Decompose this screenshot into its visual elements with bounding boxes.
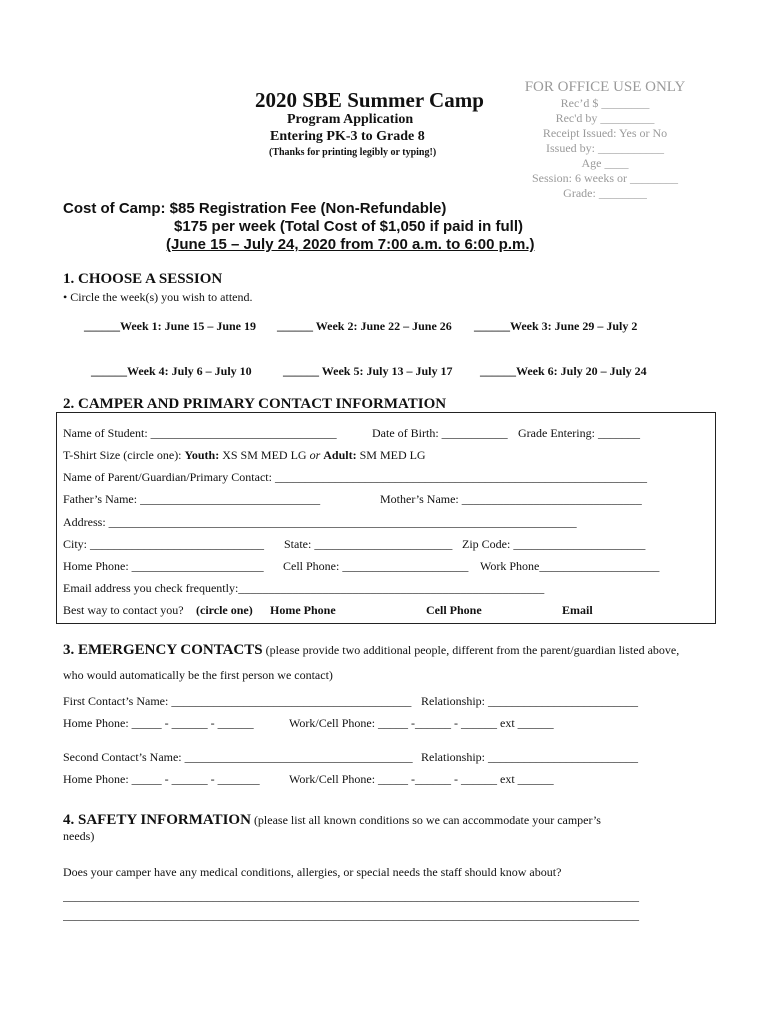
first-contact-work-phone-field[interactable]: Work/Cell Phone: _____ -______ - ______ ext ______: [289, 716, 554, 730]
office-grade: Grade: ________: [563, 186, 647, 200]
section4-note: (please list all known conditions so we can accommodate your camper’s: [250, 813, 601, 827]
first-contact-name-field[interactable]: First Contact’s Name: ________________________________________: [63, 694, 412, 708]
or-text: or: [309, 448, 321, 462]
father-name-field[interactable]: Father’s Name: ______________________________: [63, 492, 321, 506]
first-contact-relationship-field[interactable]: Relationship: _________________________: [421, 694, 638, 708]
office-issued-by: Issued by: ___________: [546, 141, 664, 155]
youth-label: Youth:: [184, 448, 220, 462]
office-age: Age ____: [581, 156, 629, 170]
cost-registration: Cost of Camp: $85 Registration Fee (Non-Refundable): [63, 200, 447, 217]
second-contact-name-field[interactable]: Second Contact’s Name: ______________________________________: [63, 750, 413, 764]
cell-phone-field[interactable]: Cell Phone: _____________________: [283, 559, 469, 573]
adult-sizes[interactable]: SM MED LG: [356, 448, 426, 462]
section3-note-continued: who would automatically be the first person we contact): [63, 668, 333, 682]
grade-entering-field[interactable]: Grade Entering: _______: [518, 426, 640, 440]
medical-answer-line-1[interactable]: ________________________________________________________________________________________________: [63, 889, 639, 903]
cost-dates: (June 15 – July 24, 2020 from 7:00 a.m. to 6:00 p.m.): [166, 236, 535, 253]
home-phone-field[interactable]: Home Phone: ______________________: [63, 559, 264, 573]
contact-option-cell-phone[interactable]: Cell Phone: [426, 603, 482, 617]
week-6-option[interactable]: ______Week 6: July 20 – July 24: [480, 364, 647, 378]
office-session: Session: 6 weeks or ________: [532, 171, 678, 185]
tshirt-label: T-Shirt Size (circle one):: [63, 448, 185, 462]
parent-name-field[interactable]: Name of Parent/Guardian/Primary Contact: ______________________________________________________________: [63, 470, 647, 484]
contact-option-home-phone[interactable]: Home Phone: [270, 603, 336, 617]
cost-weekly: $175 per week (Total Cost of $1,050 if paid in full): [174, 218, 523, 235]
second-contact-relationship-field[interactable]: Relationship: _________________________: [421, 750, 638, 764]
section4-heading-line: [63, 811, 601, 829]
week-1-option[interactable]: ______Week 1: June 15 – June 19: [84, 319, 257, 333]
office-received-amount: Rec’d $ ________: [560, 96, 650, 110]
date-of-birth-field[interactable]: Date of Birth: ___________: [372, 426, 508, 440]
medical-answer-line-2[interactable]: ________________________________________________________________________________________________: [63, 908, 639, 922]
circle-one-label: (circle one): [196, 603, 253, 617]
form-subtitle-program: Program Application: [287, 112, 414, 127]
section3-heading-line: [63, 641, 679, 659]
section2-heading: 2. CAMPER AND PRIMARY CONTACT INFORMATION: [63, 396, 447, 412]
zip-code-field[interactable]: Zip Code: ______________________: [462, 537, 646, 551]
section1-heading: 1. CHOOSE A SESSION: [63, 271, 223, 287]
tshirt-size-field[interactable]: [63, 448, 426, 463]
week-4-option[interactable]: ______Week 4: July 6 – July 10: [91, 364, 252, 378]
youth-sizes[interactable]: XS SM MED LG: [219, 448, 310, 462]
office-use-title: FOR OFFICE USE ONLY: [524, 79, 686, 95]
medical-conditions-question: Does your camper have any medical conditions, allergies, or special needs the staff should know about?: [63, 865, 562, 879]
adult-label: Adult:: [323, 448, 357, 462]
address-field[interactable]: Address: ______________________________________________________________________________: [63, 515, 577, 529]
mother-name-field[interactable]: Mother’s Name: ______________________________: [380, 492, 642, 506]
section4-heading: 4. SAFETY INFORMATION: [63, 812, 251, 828]
form-subtitle-grades: Entering PK-3 to Grade 8: [270, 129, 425, 144]
email-field[interactable]: Email address you check frequently:___________________________________________________: [63, 581, 545, 595]
form-note: (Thanks for printing legibly or typing!): [269, 147, 437, 158]
state-field[interactable]: State: _______________________: [284, 537, 453, 551]
section3-note: (please provide two additional people, different from the parent/guardian listed above,: [262, 643, 680, 657]
second-contact-work-phone-field[interactable]: Work/Cell Phone: _____ -______ - ______ ext ______: [289, 772, 554, 786]
office-received-by: Rec'd by _________: [555, 111, 655, 125]
student-name-field[interactable]: Name of Student: _______________________________: [63, 426, 337, 440]
week-2-option[interactable]: ______ Week 2: June 22 – June 26: [277, 319, 452, 333]
section3-heading: 3. EMERGENCY CONTACTS: [63, 642, 263, 658]
office-use-fields: [500, 96, 710, 201]
week-5-option[interactable]: ______ Week 5: July 13 – July 17: [283, 364, 453, 378]
section1-instruction: • Circle the week(s) you wish to attend.: [63, 290, 253, 304]
second-contact-home-phone-field[interactable]: Home Phone: _____ - ______ - _______: [63, 772, 260, 786]
contact-option-email[interactable]: Email: [562, 603, 593, 617]
city-field[interactable]: City: _____________________________: [63, 537, 265, 551]
form-title: 2020 SBE Summer Camp: [255, 88, 484, 112]
first-contact-home-phone-field[interactable]: Home Phone: _____ - ______ - ______: [63, 716, 254, 730]
work-phone-field[interactable]: Work Phone____________________: [480, 559, 660, 573]
week-3-option[interactable]: ______Week 3: June 29 – July 2: [474, 319, 638, 333]
section4-note-continued: needs): [63, 829, 95, 843]
best-way-label: Best way to contact you?: [63, 603, 184, 617]
office-receipt-issued: Receipt Issued: Yes or No: [542, 126, 668, 140]
